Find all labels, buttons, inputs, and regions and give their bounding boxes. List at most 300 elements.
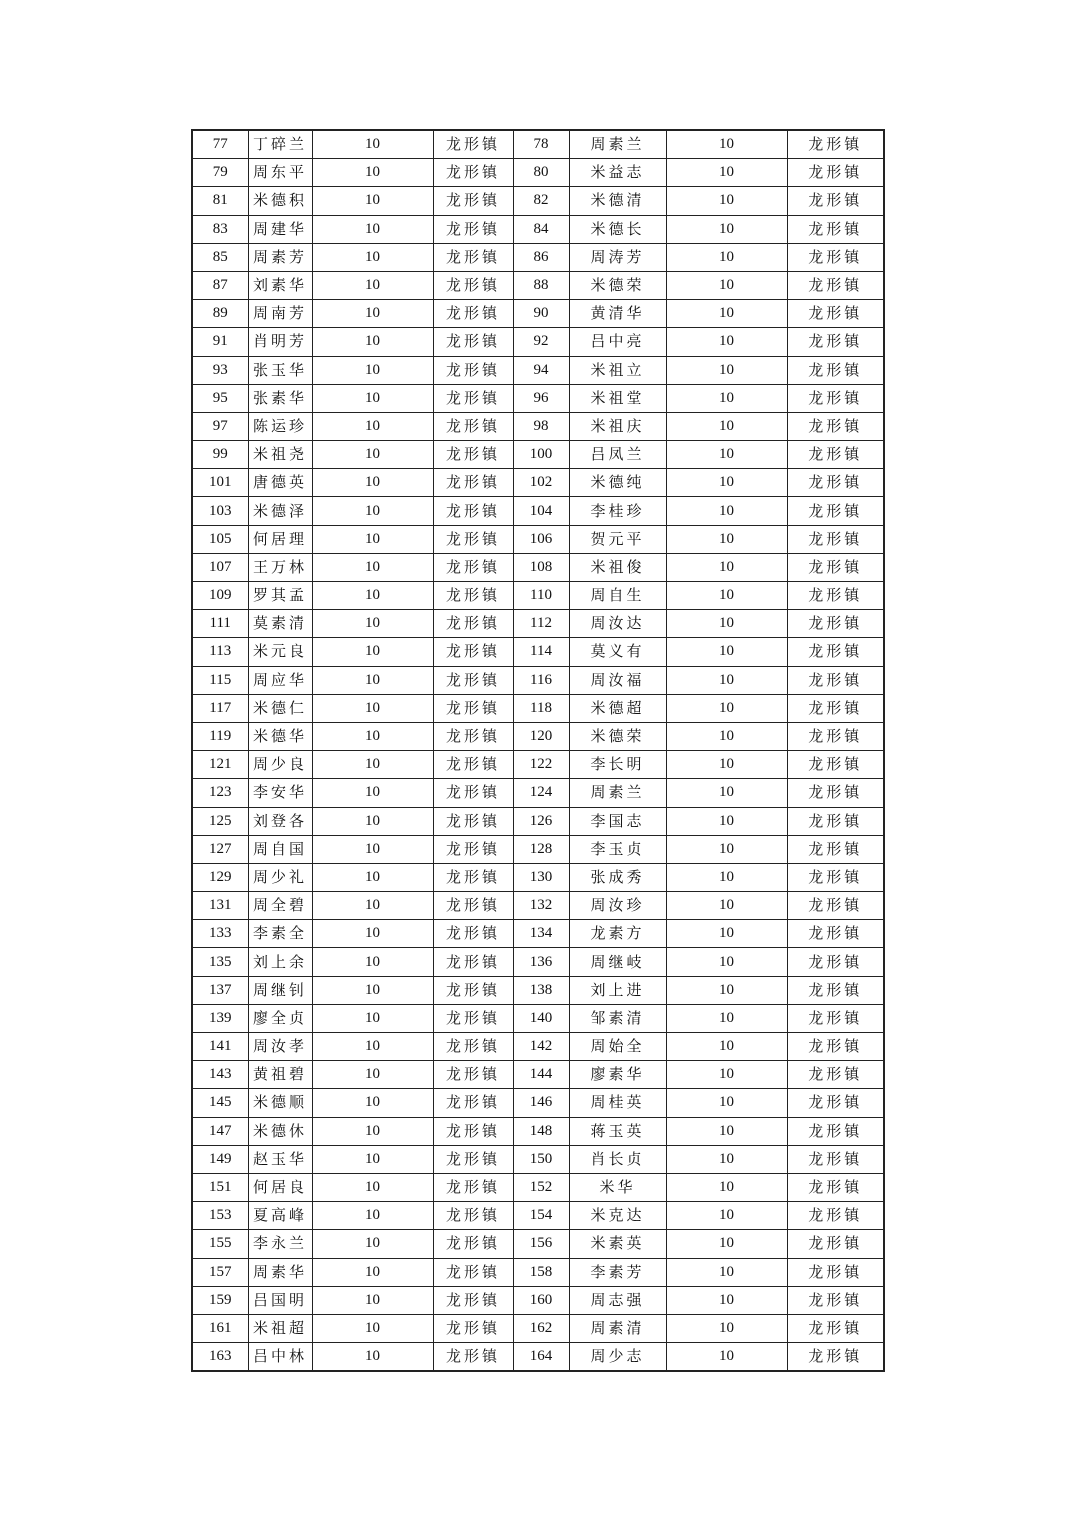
row-number-cell: 152 xyxy=(513,1173,569,1201)
person-name-cell: 丁碎兰 xyxy=(248,130,312,159)
person-name-cell: 周少礼 xyxy=(248,863,312,891)
person-name-cell: 陈运珍 xyxy=(248,412,312,440)
person-name-cell: 李素芳 xyxy=(569,1258,666,1286)
row-number-cell: 159 xyxy=(192,1286,248,1314)
town-cell: 龙形镇 xyxy=(433,751,513,779)
town-cell: 龙形镇 xyxy=(433,835,513,863)
amount-cell: 10 xyxy=(312,1286,433,1314)
amount-cell: 10 xyxy=(312,1089,433,1117)
town-cell: 龙形镇 xyxy=(433,863,513,891)
town-cell: 龙形镇 xyxy=(433,1033,513,1061)
table-row xyxy=(192,328,884,356)
row-number-cell: 162 xyxy=(513,1314,569,1342)
person-name-cell: 吕凤兰 xyxy=(569,441,666,469)
person-name-cell: 李桂珍 xyxy=(569,497,666,525)
person-name-cell: 何居理 xyxy=(248,525,312,553)
town-cell: 龙形镇 xyxy=(787,948,884,976)
row-number-cell: 115 xyxy=(192,666,248,694)
town-cell: 龙形镇 xyxy=(433,469,513,497)
amount-cell: 10 xyxy=(312,582,433,610)
row-number-cell: 104 xyxy=(513,497,569,525)
person-name-cell: 米德长 xyxy=(569,215,666,243)
row-number-cell: 90 xyxy=(513,300,569,328)
row-number-cell: 79 xyxy=(192,159,248,187)
amount-cell: 10 xyxy=(666,892,787,920)
person-name-cell: 周少志 xyxy=(569,1343,666,1372)
person-name-cell: 廖素华 xyxy=(569,1061,666,1089)
row-number-cell: 125 xyxy=(192,807,248,835)
person-name-cell: 廖全贞 xyxy=(248,1004,312,1032)
row-number-cell: 117 xyxy=(192,694,248,722)
table-row xyxy=(192,1343,884,1372)
row-number-cell: 131 xyxy=(192,892,248,920)
town-cell: 龙形镇 xyxy=(433,666,513,694)
row-number-cell: 147 xyxy=(192,1117,248,1145)
amount-cell: 10 xyxy=(666,553,787,581)
person-name-cell: 米德泽 xyxy=(248,497,312,525)
amount-cell: 10 xyxy=(312,1061,433,1089)
amount-cell: 10 xyxy=(666,779,787,807)
town-cell: 龙形镇 xyxy=(433,779,513,807)
town-cell: 龙形镇 xyxy=(787,863,884,891)
row-number-cell: 112 xyxy=(513,610,569,638)
person-name-cell: 米祖超 xyxy=(248,1314,312,1342)
row-number-cell: 155 xyxy=(192,1230,248,1258)
row-number-cell: 122 xyxy=(513,751,569,779)
town-cell: 龙形镇 xyxy=(433,356,513,384)
table-row xyxy=(192,187,884,215)
town-cell: 龙形镇 xyxy=(787,779,884,807)
row-number-cell: 137 xyxy=(192,976,248,1004)
table-row xyxy=(192,1145,884,1173)
table-row xyxy=(192,1230,884,1258)
person-name-cell: 米祖俊 xyxy=(569,553,666,581)
town-cell: 龙形镇 xyxy=(787,751,884,779)
person-name-cell: 贺元平 xyxy=(569,525,666,553)
town-cell: 龙形镇 xyxy=(433,1117,513,1145)
amount-cell: 10 xyxy=(312,356,433,384)
amount-cell: 10 xyxy=(666,610,787,638)
person-name-cell: 米德荣 xyxy=(569,722,666,750)
row-number-cell: 84 xyxy=(513,215,569,243)
town-cell: 龙形镇 xyxy=(787,1314,884,1342)
person-name-cell: 米德荣 xyxy=(569,271,666,299)
table-row xyxy=(192,130,884,159)
person-name-cell: 米克达 xyxy=(569,1202,666,1230)
person-name-cell: 李素全 xyxy=(248,920,312,948)
amount-cell: 10 xyxy=(666,751,787,779)
row-number-cell: 102 xyxy=(513,469,569,497)
amount-cell: 10 xyxy=(312,243,433,271)
amount-cell: 10 xyxy=(312,948,433,976)
person-name-cell: 米德积 xyxy=(248,187,312,215)
amount-cell: 10 xyxy=(666,441,787,469)
table-row xyxy=(192,863,884,891)
town-cell: 龙形镇 xyxy=(787,976,884,1004)
amount-cell: 10 xyxy=(666,1202,787,1230)
person-name-cell: 周自国 xyxy=(248,835,312,863)
table-row xyxy=(192,215,884,243)
town-cell: 龙形镇 xyxy=(433,243,513,271)
person-name-cell: 刘登各 xyxy=(248,807,312,835)
row-number-cell: 128 xyxy=(513,835,569,863)
row-number-cell: 145 xyxy=(192,1089,248,1117)
table-row xyxy=(192,243,884,271)
person-name-cell: 周自生 xyxy=(569,582,666,610)
amount-cell: 10 xyxy=(666,948,787,976)
town-cell: 龙形镇 xyxy=(787,638,884,666)
amount-cell: 10 xyxy=(666,835,787,863)
row-number-cell: 97 xyxy=(192,412,248,440)
amount-cell: 10 xyxy=(312,328,433,356)
person-name-cell: 米祖立 xyxy=(569,356,666,384)
town-cell: 龙形镇 xyxy=(433,1004,513,1032)
town-cell: 龙形镇 xyxy=(787,159,884,187)
row-number-cell: 132 xyxy=(513,892,569,920)
table-row xyxy=(192,159,884,187)
row-number-cell: 158 xyxy=(513,1258,569,1286)
person-name-cell: 米德纯 xyxy=(569,469,666,497)
row-number-cell: 150 xyxy=(513,1145,569,1173)
table-row xyxy=(192,469,884,497)
amount-cell: 10 xyxy=(312,187,433,215)
person-name-cell: 周始全 xyxy=(569,1033,666,1061)
town-cell: 龙形镇 xyxy=(433,694,513,722)
town-cell: 龙形镇 xyxy=(787,525,884,553)
table-row xyxy=(192,666,884,694)
amount-cell: 10 xyxy=(666,1004,787,1032)
town-cell: 龙形镇 xyxy=(787,1230,884,1258)
town-cell: 龙形镇 xyxy=(433,1343,513,1372)
amount-cell: 10 xyxy=(312,1314,433,1342)
amount-cell: 10 xyxy=(312,1173,433,1201)
amount-cell: 10 xyxy=(312,779,433,807)
person-name-cell: 周素兰 xyxy=(569,130,666,159)
roster-table-body xyxy=(192,130,884,1371)
town-cell: 龙形镇 xyxy=(433,948,513,976)
amount-cell: 10 xyxy=(312,215,433,243)
town-cell: 龙形镇 xyxy=(787,1173,884,1201)
amount-cell: 10 xyxy=(666,976,787,1004)
amount-cell: 10 xyxy=(312,722,433,750)
table-row xyxy=(192,1089,884,1117)
row-number-cell: 135 xyxy=(192,948,248,976)
table-row xyxy=(192,271,884,299)
person-name-cell: 周桂英 xyxy=(569,1089,666,1117)
table-row xyxy=(192,948,884,976)
person-name-cell: 米益志 xyxy=(569,159,666,187)
person-name-cell: 米德清 xyxy=(569,187,666,215)
town-cell: 龙形镇 xyxy=(787,1117,884,1145)
table-row xyxy=(192,751,884,779)
row-number-cell: 133 xyxy=(192,920,248,948)
row-number-cell: 78 xyxy=(513,130,569,159)
amount-cell: 10 xyxy=(312,525,433,553)
person-name-cell: 莫素清 xyxy=(248,610,312,638)
town-cell: 龙形镇 xyxy=(787,356,884,384)
row-number-cell: 86 xyxy=(513,243,569,271)
amount-cell: 10 xyxy=(312,159,433,187)
table-row xyxy=(192,553,884,581)
amount-cell: 10 xyxy=(666,215,787,243)
amount-cell: 10 xyxy=(312,271,433,299)
person-name-cell: 李长明 xyxy=(569,751,666,779)
person-name-cell: 周汝珍 xyxy=(569,892,666,920)
row-number-cell: 105 xyxy=(192,525,248,553)
table-row xyxy=(192,384,884,412)
table-row xyxy=(192,1004,884,1032)
table-row xyxy=(192,582,884,610)
row-number-cell: 134 xyxy=(513,920,569,948)
person-name-cell: 唐德英 xyxy=(248,469,312,497)
amount-cell: 10 xyxy=(666,807,787,835)
table-row xyxy=(192,722,884,750)
town-cell: 龙形镇 xyxy=(433,638,513,666)
person-name-cell: 蒋玉英 xyxy=(569,1117,666,1145)
town-cell: 龙形镇 xyxy=(433,1145,513,1173)
amount-cell: 10 xyxy=(666,356,787,384)
town-cell: 龙形镇 xyxy=(787,610,884,638)
row-number-cell: 129 xyxy=(192,863,248,891)
row-number-cell: 156 xyxy=(513,1230,569,1258)
person-name-cell: 周继岐 xyxy=(569,948,666,976)
amount-cell: 10 xyxy=(666,1173,787,1201)
amount-cell: 10 xyxy=(666,1314,787,1342)
town-cell: 龙形镇 xyxy=(787,722,884,750)
row-number-cell: 148 xyxy=(513,1117,569,1145)
amount-cell: 10 xyxy=(312,807,433,835)
amount-cell: 10 xyxy=(666,638,787,666)
town-cell: 龙形镇 xyxy=(787,835,884,863)
amount-cell: 10 xyxy=(666,412,787,440)
table-row xyxy=(192,1202,884,1230)
town-cell: 龙形镇 xyxy=(787,1089,884,1117)
amount-cell: 10 xyxy=(666,243,787,271)
row-number-cell: 87 xyxy=(192,271,248,299)
amount-cell: 10 xyxy=(312,497,433,525)
town-cell: 龙形镇 xyxy=(433,300,513,328)
row-number-cell: 164 xyxy=(513,1343,569,1372)
person-name-cell: 夏高峰 xyxy=(248,1202,312,1230)
row-number-cell: 144 xyxy=(513,1061,569,1089)
person-name-cell: 莫义有 xyxy=(569,638,666,666)
row-number-cell: 116 xyxy=(513,666,569,694)
town-cell: 龙形镇 xyxy=(433,384,513,412)
row-number-cell: 126 xyxy=(513,807,569,835)
amount-cell: 10 xyxy=(666,1061,787,1089)
person-name-cell: 李国志 xyxy=(569,807,666,835)
row-number-cell: 99 xyxy=(192,441,248,469)
person-name-cell: 周东平 xyxy=(248,159,312,187)
row-number-cell: 94 xyxy=(513,356,569,384)
row-number-cell: 114 xyxy=(513,638,569,666)
person-name-cell: 周南芳 xyxy=(248,300,312,328)
roster-table xyxy=(191,129,885,1372)
town-cell: 龙形镇 xyxy=(787,1343,884,1372)
amount-cell: 10 xyxy=(666,1117,787,1145)
table-row xyxy=(192,779,884,807)
town-cell: 龙形镇 xyxy=(433,892,513,920)
table-row xyxy=(192,638,884,666)
amount-cell: 10 xyxy=(312,976,433,1004)
town-cell: 龙形镇 xyxy=(787,694,884,722)
amount-cell: 10 xyxy=(312,1117,433,1145)
person-name-cell: 米素英 xyxy=(569,1230,666,1258)
person-name-cell: 周继钊 xyxy=(248,976,312,1004)
amount-cell: 10 xyxy=(312,1202,433,1230)
town-cell: 龙形镇 xyxy=(433,1089,513,1117)
row-number-cell: 123 xyxy=(192,779,248,807)
town-cell: 龙形镇 xyxy=(787,807,884,835)
town-cell: 龙形镇 xyxy=(433,553,513,581)
town-cell: 龙形镇 xyxy=(433,215,513,243)
row-number-cell: 146 xyxy=(513,1089,569,1117)
row-number-cell: 110 xyxy=(513,582,569,610)
table-row xyxy=(192,412,884,440)
town-cell: 龙形镇 xyxy=(433,920,513,948)
amount-cell: 10 xyxy=(666,159,787,187)
person-name-cell: 米华 xyxy=(569,1173,666,1201)
town-cell: 龙形镇 xyxy=(433,722,513,750)
row-number-cell: 107 xyxy=(192,553,248,581)
amount-cell: 10 xyxy=(312,1004,433,1032)
amount-cell: 10 xyxy=(312,1230,433,1258)
person-name-cell: 周素兰 xyxy=(569,779,666,807)
amount-cell: 10 xyxy=(666,694,787,722)
row-number-cell: 100 xyxy=(513,441,569,469)
amount-cell: 10 xyxy=(312,300,433,328)
row-number-cell: 92 xyxy=(513,328,569,356)
person-name-cell: 龙素方 xyxy=(569,920,666,948)
town-cell: 龙形镇 xyxy=(433,412,513,440)
person-name-cell: 刘上进 xyxy=(569,976,666,1004)
person-name-cell: 吕国明 xyxy=(248,1286,312,1314)
person-name-cell: 米祖尧 xyxy=(248,441,312,469)
amount-cell: 10 xyxy=(312,638,433,666)
person-name-cell: 张素华 xyxy=(248,384,312,412)
town-cell: 龙形镇 xyxy=(433,328,513,356)
town-cell: 龙形镇 xyxy=(787,130,884,159)
town-cell: 龙形镇 xyxy=(787,666,884,694)
town-cell: 龙形镇 xyxy=(787,553,884,581)
person-name-cell: 周汝达 xyxy=(569,610,666,638)
row-number-cell: 143 xyxy=(192,1061,248,1089)
person-name-cell: 米元良 xyxy=(248,638,312,666)
amount-cell: 10 xyxy=(666,384,787,412)
town-cell: 龙形镇 xyxy=(433,807,513,835)
amount-cell: 10 xyxy=(666,497,787,525)
person-name-cell: 周少良 xyxy=(248,751,312,779)
town-cell: 龙形镇 xyxy=(787,271,884,299)
town-cell: 龙形镇 xyxy=(433,976,513,1004)
table-row xyxy=(192,1286,884,1314)
row-number-cell: 163 xyxy=(192,1343,248,1372)
person-name-cell: 张成秀 xyxy=(569,863,666,891)
town-cell: 龙形镇 xyxy=(787,215,884,243)
amount-cell: 10 xyxy=(312,1343,433,1372)
table-row xyxy=(192,1061,884,1089)
person-name-cell: 周素清 xyxy=(569,1314,666,1342)
row-number-cell: 149 xyxy=(192,1145,248,1173)
person-name-cell: 何居良 xyxy=(248,1173,312,1201)
town-cell: 龙形镇 xyxy=(787,300,884,328)
row-number-cell: 101 xyxy=(192,469,248,497)
amount-cell: 10 xyxy=(666,1343,787,1372)
row-number-cell: 151 xyxy=(192,1173,248,1201)
town-cell: 龙形镇 xyxy=(787,920,884,948)
person-name-cell: 周汝福 xyxy=(569,666,666,694)
town-cell: 龙形镇 xyxy=(787,1061,884,1089)
row-number-cell: 85 xyxy=(192,243,248,271)
amount-cell: 10 xyxy=(666,1033,787,1061)
person-name-cell: 肖明芳 xyxy=(248,328,312,356)
table-row xyxy=(192,920,884,948)
amount-cell: 10 xyxy=(312,1258,433,1286)
person-name-cell: 米祖庆 xyxy=(569,412,666,440)
town-cell: 龙形镇 xyxy=(787,1286,884,1314)
town-cell: 龙形镇 xyxy=(787,1258,884,1286)
amount-cell: 10 xyxy=(666,722,787,750)
amount-cell: 10 xyxy=(312,751,433,779)
table-row xyxy=(192,1258,884,1286)
row-number-cell: 96 xyxy=(513,384,569,412)
person-name-cell: 黄祖碧 xyxy=(248,1061,312,1089)
amount-cell: 10 xyxy=(666,130,787,159)
row-number-cell: 113 xyxy=(192,638,248,666)
town-cell: 龙形镇 xyxy=(433,1286,513,1314)
person-name-cell: 李玉贞 xyxy=(569,835,666,863)
town-cell: 龙形镇 xyxy=(787,187,884,215)
row-number-cell: 141 xyxy=(192,1033,248,1061)
row-number-cell: 140 xyxy=(513,1004,569,1032)
amount-cell: 10 xyxy=(312,130,433,159)
person-name-cell: 周涛芳 xyxy=(569,243,666,271)
town-cell: 龙形镇 xyxy=(787,1202,884,1230)
amount-cell: 10 xyxy=(666,187,787,215)
town-cell: 龙形镇 xyxy=(787,469,884,497)
town-cell: 龙形镇 xyxy=(787,441,884,469)
row-number-cell: 138 xyxy=(513,976,569,1004)
row-number-cell: 83 xyxy=(192,215,248,243)
town-cell: 龙形镇 xyxy=(433,497,513,525)
amount-cell: 10 xyxy=(666,1089,787,1117)
row-number-cell: 153 xyxy=(192,1202,248,1230)
amount-cell: 10 xyxy=(312,694,433,722)
town-cell: 龙形镇 xyxy=(433,525,513,553)
person-name-cell: 刘素华 xyxy=(248,271,312,299)
row-number-cell: 111 xyxy=(192,610,248,638)
row-number-cell: 154 xyxy=(513,1202,569,1230)
amount-cell: 10 xyxy=(666,300,787,328)
person-name-cell: 米德仁 xyxy=(248,694,312,722)
amount-cell: 10 xyxy=(312,1033,433,1061)
person-name-cell: 周志强 xyxy=(569,1286,666,1314)
town-cell: 龙形镇 xyxy=(433,159,513,187)
town-cell: 龙形镇 xyxy=(787,892,884,920)
amount-cell: 10 xyxy=(666,1145,787,1173)
amount-cell: 10 xyxy=(312,412,433,440)
town-cell: 龙形镇 xyxy=(433,130,513,159)
town-cell: 龙形镇 xyxy=(433,1258,513,1286)
town-cell: 龙形镇 xyxy=(787,582,884,610)
town-cell: 龙形镇 xyxy=(433,582,513,610)
person-name-cell: 张玉华 xyxy=(248,356,312,384)
town-cell: 龙形镇 xyxy=(787,1004,884,1032)
person-name-cell: 周应华 xyxy=(248,666,312,694)
row-number-cell: 98 xyxy=(513,412,569,440)
person-name-cell: 邹素清 xyxy=(569,1004,666,1032)
table-row xyxy=(192,694,884,722)
